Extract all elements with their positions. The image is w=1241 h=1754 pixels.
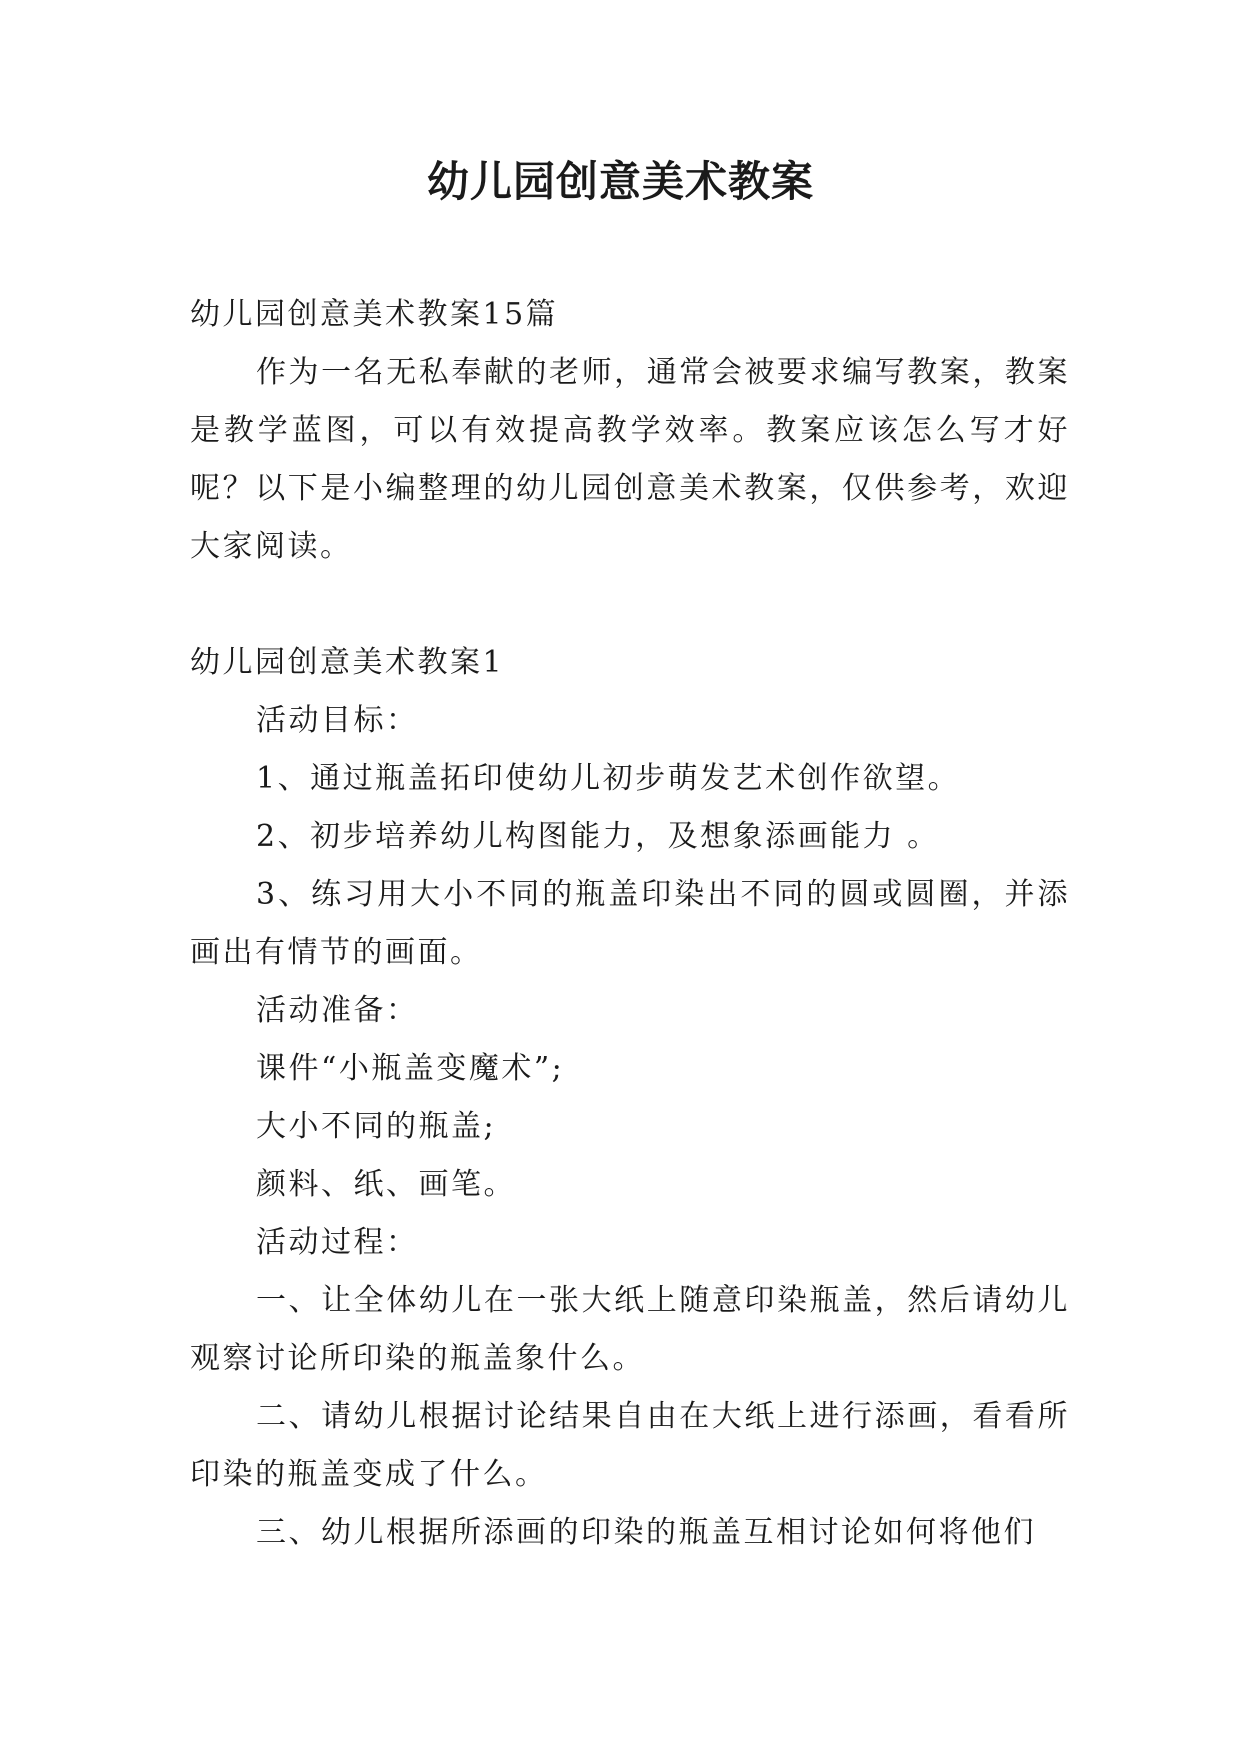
- process-step-1: 一、让全体幼儿在一张大纸上随意印染瓶盖，然后请幼儿观察讨论所印染的瓶盖象什么。: [190, 1283, 1070, 1376]
- process-label: 活动过程：: [256, 1225, 419, 1260]
- prep-item-1: 课件“小瓶盖变魔术”;: [256, 1051, 565, 1086]
- process-step-2: 二、请幼儿根据讨论结果自由在大纸上进行添画，看看所印染的瓶盖变成了什么。: [190, 1399, 1070, 1492]
- document-body: [190, 286, 1070, 1562]
- document-subtitle: 幼儿园创意美术教案15篇: [190, 297, 559, 332]
- goals-label: 活动目标：: [256, 703, 419, 738]
- goal-item-2: 2、初步培养幼儿构图能力，及想象添画能力 。: [256, 819, 940, 854]
- process-step-3: 三、幼儿根据所添画的印染的瓶盖互相讨论如何将他们: [256, 1515, 1036, 1550]
- goal-item-3: 3、练习用大小不同的瓶盖印染出不同的圆或圆圈，并添画出有情节的画面。: [190, 877, 1070, 970]
- intro-paragraph: 作为一名无私奉献的老师，通常会被要求编写教案，教案是教学蓝图，可以有效提高教学效率。教案应该怎么写才好呢？以下是小编整理的幼儿园创意美术教案，仅供参考，欢迎大家阅读。: [190, 355, 1070, 564]
- prep-item-3: 颜料、纸、画笔。: [256, 1167, 516, 1202]
- section-heading: 幼儿园创意美术教案1: [190, 645, 505, 680]
- prep-label: 活动准备：: [256, 993, 419, 1028]
- document-title: 幼儿园创意美术教案: [426, 157, 814, 206]
- goal-item-1: 1、通过瓶盖拓印使幼儿初步萌发艺术创作欲望。: [256, 761, 961, 796]
- prep-item-2: 大小不同的瓶盖;: [256, 1109, 497, 1144]
